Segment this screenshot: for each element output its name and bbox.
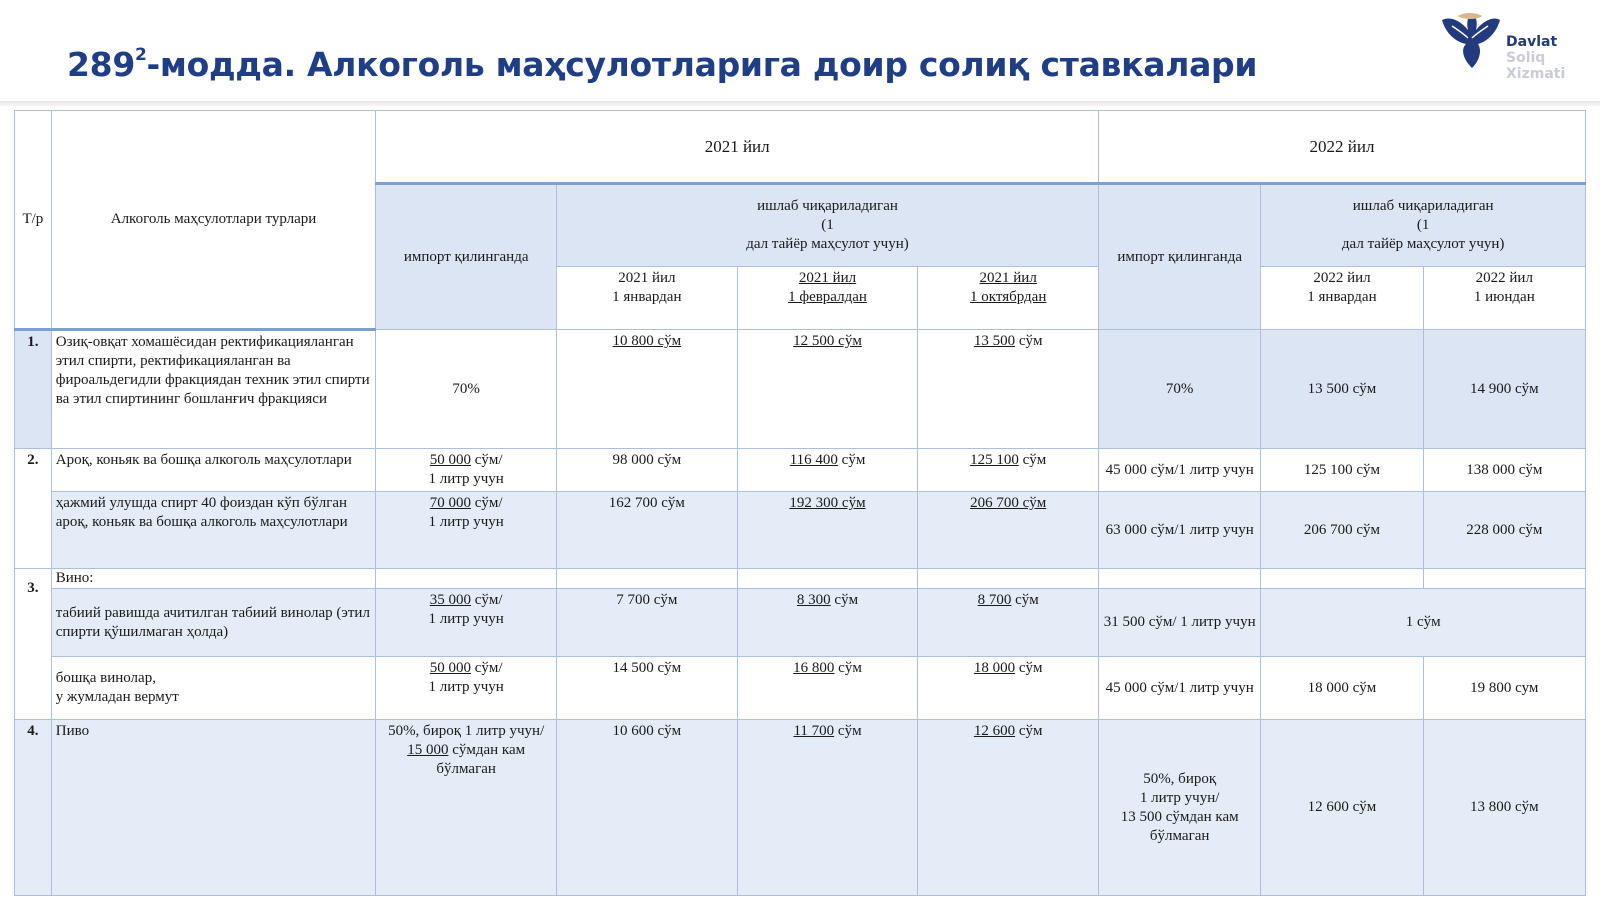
cell-2022-jun: 19 800 сум: [1423, 657, 1585, 720]
table-row: [15, 657, 1586, 720]
cell-import-2021: 70 000 сўм/ 1 литр учун: [376, 492, 557, 569]
cell-import-2021: 35 000 сўм/ 1 литр учун: [376, 589, 557, 657]
title-text: -модда. Алкоголь маҳсулотларига доир солиқ ставкалари: [146, 45, 1258, 84]
col-header-produced-2021: [557, 184, 1099, 267]
col-header-2021-jan: [557, 267, 738, 330]
produced-2022-line-2: (1: [1416, 217, 1430, 233]
cell-2021-feb: 16 800 сўм: [737, 657, 918, 720]
produced-2021-line-3: дал тайёр маҳсулот учун): [746, 236, 909, 252]
cell-2022-jan: 13 500 сўм: [1261, 330, 1423, 449]
logo-line-2: Soliq: [1506, 50, 1546, 66]
date-year: 2021 йил: [798, 270, 857, 286]
cell-import-2022: 45 000 сўм/1 литр учун: [1099, 657, 1261, 720]
cell-2021-jan: 162 700 сўм: [557, 492, 738, 569]
produced-2022-line-1: ишлаб чиқариладиган: [1352, 198, 1494, 214]
produced-2022-line-3: дал тайёр маҳсулот учун): [1341, 236, 1505, 252]
davlat-soliq-logo: [1438, 12, 1588, 87]
cell-2022-jan: 206 700 сўм: [1261, 492, 1423, 569]
cell-import-2021: 50 000 сўм/ 1 литр учун: [376, 657, 557, 720]
cell-2021-jan: 10 800 сўм: [557, 330, 738, 449]
page-title: [67, 45, 1257, 84]
col-header-2022: 2022 йил: [1099, 111, 1586, 184]
cell-import-2022: 50%, бироқ 1 литр учун/ 13 500 сўмдан кам бўлмаган: [1099, 720, 1261, 896]
cell-2021-feb: 192 300 сўм: [737, 492, 918, 569]
cell-2022-jan: 12 600 сўм: [1261, 720, 1423, 896]
col-header-2021-feb: [737, 267, 918, 330]
cell-2021-oct: 125 100 сўм: [918, 449, 1099, 492]
cell-import-2022: 63 000 сўм/1 литр учун: [1099, 492, 1261, 569]
row-product-name: Озиқ-овқат хомашёсидан ректификацияланган этил спирти, ректификацияланган ва фироальдегидли фракциядан техник этил спирти ва этил спиртининг бошланғич фракцияси: [51, 330, 376, 449]
date-day: 1 октябрдан: [970, 289, 1047, 305]
date-year: 2021 йил: [618, 270, 676, 286]
cell-import-2021: 50%, бироқ 1 литр учун/ 15 000 сўмдан кам бўлмаган: [376, 720, 557, 896]
cell-2021-oct: 18 000 сўм: [918, 657, 1099, 720]
eagle-emblem-icon: [1438, 12, 1502, 72]
col-header-produced-2022: [1261, 184, 1586, 267]
cell-import-2021: 50 000 сўм/ 1 литр учун: [376, 449, 557, 492]
title-superscript: 2: [134, 45, 147, 65]
row-product-name: Ароқ, коньяк ва бошқа алкоголь маҳсулотлари: [51, 449, 376, 492]
cell-import-2022: 45 000 сўм/1 литр учун: [1099, 449, 1261, 492]
col-header-2022-jan: [1261, 267, 1423, 330]
col-header-2021: 2021 йил: [376, 111, 1099, 184]
cell-2022-jun: 138 000 сўм: [1423, 449, 1585, 492]
cell-2021-oct: 8 700 сўм: [918, 589, 1099, 657]
cell-2021-feb: 116 400 сўм: [737, 449, 918, 492]
col-header-2021-oct: [918, 267, 1099, 330]
cell-2022-merged: 1 сўм: [1261, 589, 1586, 657]
table-row: [15, 589, 1586, 657]
cell-2022-jun: 14 900 сўм: [1423, 330, 1585, 449]
col-header-2022-jun: [1423, 267, 1585, 330]
col-header-types: Алкоголь маҳсулотлари турлари: [51, 111, 376, 330]
cell-2022-jun: 228 000 сўм: [1423, 492, 1585, 569]
produced-2021-line-2: (1: [821, 217, 834, 233]
tax-rates-table: [14, 110, 1586, 896]
header-divider: [0, 101, 1600, 106]
date-year: 2022 йил: [1313, 270, 1371, 286]
cell-2021-jan: 14 500 сўм: [557, 657, 738, 720]
cell-import-2022: 31 500 сўм/ 1 литр учун: [1099, 589, 1261, 657]
row-number: 2.: [15, 449, 52, 569]
col-header-import-2022: импорт қилинганда: [1099, 184, 1261, 330]
row-group-label: Вино:: [51, 569, 376, 589]
cell-import-2021: 70%: [376, 330, 557, 449]
cell-2021-feb: 12 500 сўм: [737, 330, 918, 449]
table-row: [15, 569, 1586, 589]
logo-line-1: Davlat: [1506, 34, 1558, 50]
product-name-line-1: бошқа винолар,: [55, 670, 156, 686]
row-number: 1.: [15, 330, 52, 449]
table-row: [15, 449, 1586, 492]
cell-2022-jan: 125 100 сўм: [1261, 449, 1423, 492]
row-number: 3.: [15, 569, 52, 720]
row-number: 4.: [15, 720, 52, 896]
cell-2021-oct: 12 600 сўм: [918, 720, 1099, 896]
date-day: 1 январдан: [612, 289, 682, 305]
date-year: 2022 йил: [1475, 270, 1533, 286]
cell-2021-feb: 8 300 сўм: [737, 589, 918, 657]
col-header-number: Т/р: [15, 111, 52, 330]
logo-line-3: Xizmati: [1506, 66, 1566, 82]
cell-2021-jan: 10 600 сўм: [557, 720, 738, 896]
row-product-name: табиий равишда ачитилган табиий винолар (этил спирти қўшилмаган ҳолда): [51, 589, 376, 657]
title-article-number: 289: [67, 45, 135, 84]
table-row: [15, 492, 1586, 569]
date-day: 1 январдан: [1307, 289, 1377, 305]
logo-wordmark: [1506, 34, 1565, 82]
table-row: [15, 330, 1586, 449]
row-product-name: ҳажмий улушда спирт 40 фоиздан кўп бўлган ароқ, коньяк ва бошқа алкоголь маҳсулотлари: [51, 492, 376, 569]
cell-2021-oct: 206 700 сўм: [918, 492, 1099, 569]
cell-2021-jan: 98 000 сўм: [557, 449, 738, 492]
date-day: 1 июндан: [1473, 289, 1535, 305]
date-year: 2021 йил: [979, 270, 1037, 286]
cell-2021-oct: 13 500 сўм: [918, 330, 1099, 449]
row-product-name: Пиво: [51, 720, 376, 896]
col-header-import-2021: импорт қилинганда: [376, 184, 557, 330]
cell-2021-jan: 7 700 сўм: [557, 589, 738, 657]
product-name-line-2: у жумладан вермут: [55, 689, 179, 705]
table-row: [15, 720, 1586, 896]
cell-2021-feb: 11 700 сўм: [737, 720, 918, 896]
cell-import-2022: 70%: [1099, 330, 1261, 449]
cell-2022-jun: 13 800 сўм: [1423, 720, 1585, 896]
produced-2021-line-1: ишлаб чиқариладиган: [757, 198, 898, 214]
cell-2022-jan: 18 000 сўм: [1261, 657, 1423, 720]
row-product-name: [51, 657, 376, 720]
slide-header: [0, 0, 1600, 100]
date-day: 1 февралдан: [788, 289, 867, 305]
